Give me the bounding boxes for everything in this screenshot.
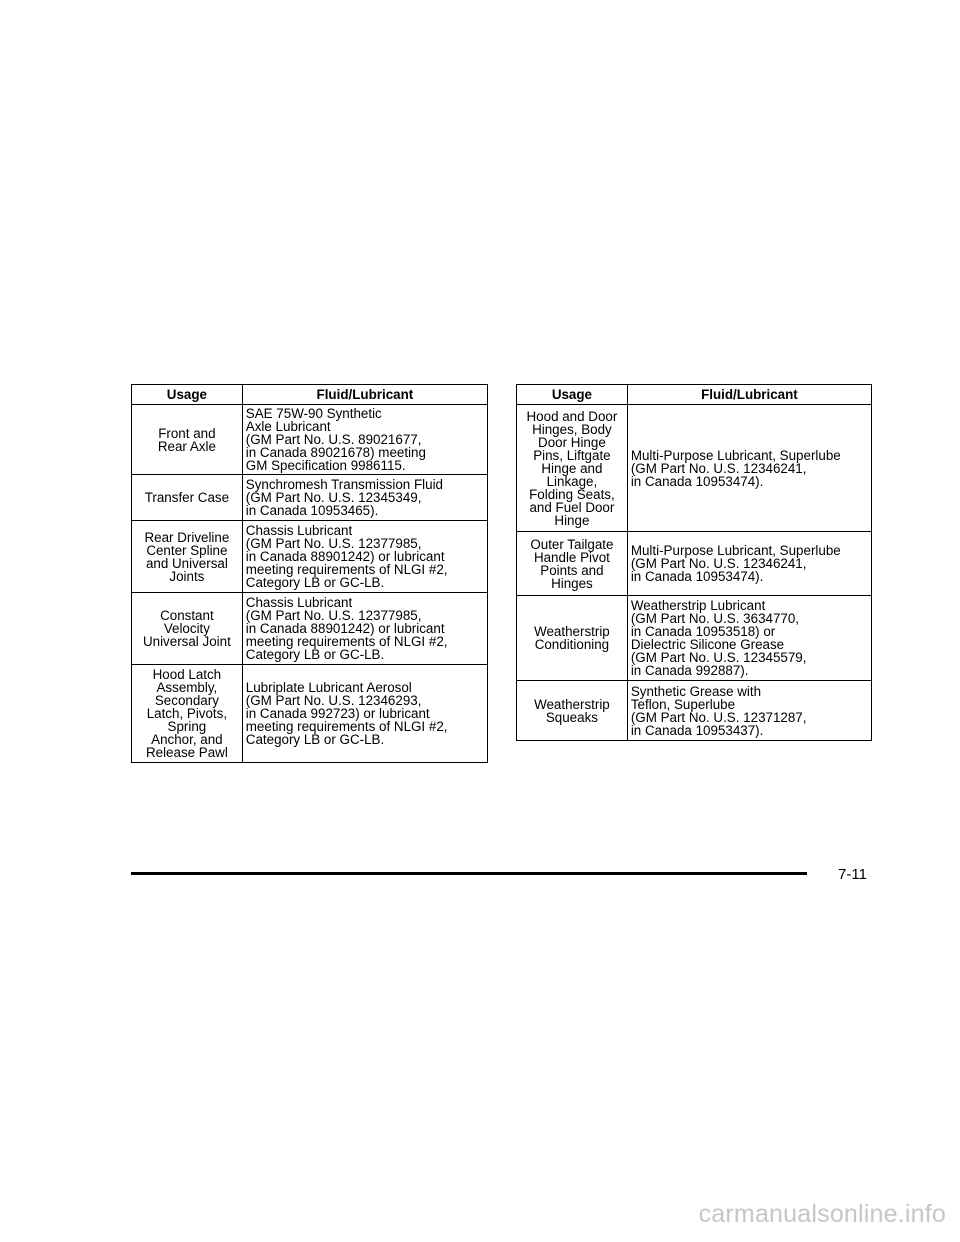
usage-cell: Outer Tailgate Handle Pivot Points and Hinges: [517, 532, 628, 596]
table-row: [132, 593, 488, 665]
fluid-cell: Lubriplate Lubricant Aerosol (GM Part No. U.S. 12346293, in Canada 992723) or lubricant meeting requirements of NLGI #2, Category LB or GC-LB.: [242, 665, 487, 763]
fluid-cell: Chassis Lubricant (GM Part No. U.S. 12377985, in Canada 88901242) or lubricant meeting requirements of NLGI #2, Category LB or GC-LB.: [242, 521, 487, 593]
fluid-cell: Synthetic Grease with Teflon, Superlube (GM Part No. U.S. 12371287, in Canada 10953437).: [627, 681, 871, 741]
lubricant-table-right: [516, 384, 872, 741]
header-fluid: Fluid/Lubricant: [627, 385, 871, 405]
page-number: 7-11: [838, 866, 867, 883]
fluid-cell: SAE 75W-90 Synthetic Axle Lubricant (GM Part No. U.S. 89021677, in Canada 89021678) meeting GM Specification 9986115.: [242, 405, 487, 475]
fluid-cell: Synchromesh Transmission Fluid (GM Part No. U.S. 12345349, in Canada 10953465).: [242, 475, 487, 521]
usage-cell: Weatherstrip Conditioning: [517, 596, 628, 681]
fluid-cell: Multi-Purpose Lubricant, Superlube (GM Part No. U.S. 12346241, in Canada 10953474).: [627, 405, 871, 532]
usage-cell: Hood and Door Hinges, Body Door Hinge Pins, Liftgate Hinge and Linkage, Folding Seats, and Fuel Door Hinge: [517, 405, 628, 532]
usage-cell: Front and Rear Axle: [132, 405, 243, 475]
table-row: [517, 532, 872, 596]
fluid-cell: Weatherstrip Lubricant (GM Part No. U.S. 3634770, in Canada 10953518) or Dielectric Silicone Grease (GM Part No. U.S. 12345579, in Canada 992887).: [627, 596, 871, 681]
usage-cell: Hood Latch Assembly, Secondary Latch, Pivots, Spring Anchor, and Release Pawl: [132, 665, 243, 763]
usage-cell: Constant Velocity Universal Joint: [132, 593, 243, 665]
footer-rule: [131, 872, 807, 875]
table-row: [132, 405, 488, 475]
table-row: [132, 475, 488, 521]
header-usage: Usage: [132, 385, 243, 405]
usage-cell: Rear Driveline Center Spline and Universal Joints: [132, 521, 243, 593]
lubricant-table-left: [131, 384, 488, 763]
table-row: [132, 521, 488, 593]
header-usage: Usage: [517, 385, 628, 405]
table-row: [517, 596, 872, 681]
watermark: carmanualsonline.info: [698, 1200, 946, 1228]
header-fluid: Fluid/Lubricant: [242, 385, 487, 405]
table-row: [517, 681, 872, 741]
table-row: [132, 665, 488, 763]
fluid-cell: Multi-Purpose Lubricant, Superlube (GM Part No. U.S. 12346241, in Canada 10953474).: [627, 532, 871, 596]
usage-cell: Weatherstrip Squeaks: [517, 681, 628, 741]
fluid-cell: Chassis Lubricant (GM Part No. U.S. 12377985, in Canada 88901242) or lubricant meeting requirements of NLGI #2, Category LB or GC-LB.: [242, 593, 487, 665]
table-header-row: [132, 385, 488, 405]
table-header-row: [517, 385, 872, 405]
table-row: [517, 405, 872, 532]
usage-cell: Transfer Case: [132, 475, 243, 521]
